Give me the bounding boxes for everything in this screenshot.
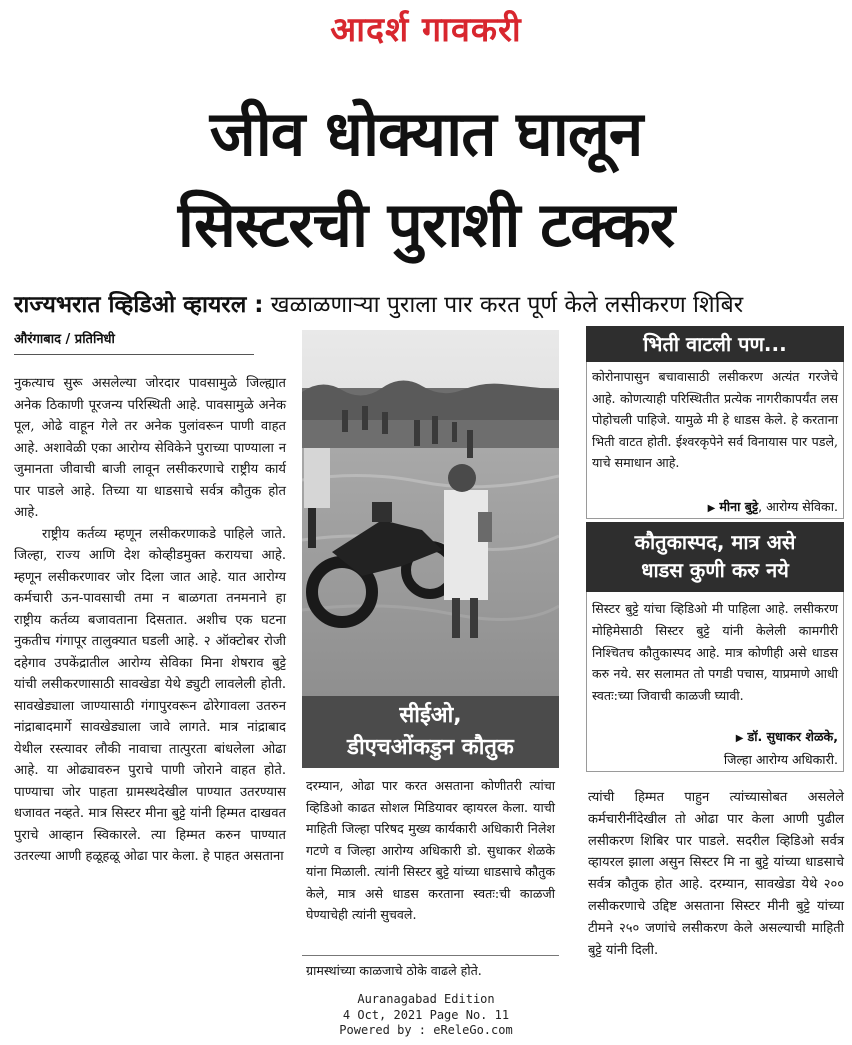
sidebox-1-sign-name: मीना बुट्टे — [719, 499, 759, 514]
photo-caption-line-2: डीएचओंकडुन कौतुक — [347, 735, 514, 760]
photo-caption — [302, 696, 559, 768]
sidebox-1-title: भिती वाटली पण... — [586, 326, 844, 362]
right-story-column — [588, 787, 844, 961]
middle-story-column — [306, 775, 555, 926]
sidebox-2-title-line-2: धाडस कुणी करु नये — [641, 558, 789, 582]
sidebox-2-title-line-1: कौतुकास्पद, मात्र असे — [634, 530, 796, 554]
main-story-para-1: नुकत्याच सुरू असलेल्या जोरदार पावसामुळे जिल्ह्यात अनेक ठिकाणी पूरजन्य परिस्थिती आहे. पावसामुळे अनेक पूल, ओढे वाहून गेले तर अनेक पुलांवरून पाणी वाहत आहे. अशावेळी एका आरोग्य सेविकेने पुराच्या पाण्याला न जुमानता जीवाची बाजी लावून लसीकरणाचे राष्ट्रीय कार्य पार पाडले आहे. तिच्या या धाडसाचे सर्वत्र कौतुक होत आहे. — [14, 376, 286, 520]
strapline-rest: खळाळणाऱ्या पुराला पार करत पूर्ण केले लसीकरण शिबिर — [263, 292, 744, 318]
pointer-triangle-icon: ▶ — [735, 733, 744, 744]
strapline — [14, 288, 844, 322]
sidebox-2-sign-name: डॉ. सुधाकर शेळके, — [747, 729, 838, 744]
footer-edition: Auranagabad Edition — [357, 992, 495, 1006]
headline-line-2: सिस्टरची पुराशी टक्कर — [177, 188, 675, 261]
main-story-column — [14, 373, 286, 868]
flood-crossing-photo — [302, 330, 559, 696]
news-photo — [302, 330, 559, 696]
sidebox-2-body: सिस्टर बुट्टे यांचा व्हिडिओ मी पाहिला आहे. लसीकरण मोहिमेसाठी सिस्टर बुट्टे यांनी केलेली कामगीरी निश्चितच कौतुकास्पद आहे. मात्र कोणीही असे धाडस करु नये. सर सलामत तो पगडी पचास, याप्रमाणे आधी स्वतः:च्या जिवाची काळजी घ्यावी. — [592, 601, 838, 704]
footer-powered-by: Powered by : eReleGo.com — [339, 1023, 513, 1037]
masthead-logo: आदर्श गावकरी — [330, 10, 522, 50]
sidebox-2-sign-role: जिल्हा आरोग्य अधिकारी. — [723, 752, 838, 767]
byline: औरंगाबाद / प्रतिनिधी — [14, 332, 115, 347]
sidebox-1-sign-role: , आरोग्य सेविका. — [758, 499, 838, 514]
middle-story-continuation-text: ग्रामस्थांच्या काळजाचे ठोके वाढले होते. — [306, 963, 482, 978]
edition-footer — [0, 992, 852, 1039]
footer-date-page: 4 Oct, 2021 Page No. 11 — [342, 1007, 510, 1022]
byline-rule — [14, 354, 254, 355]
sidebox-2-signature — [592, 726, 838, 770]
strapline-bold: राज्यभरात व्हिडिओ व्हायरल : — [14, 292, 264, 318]
headline-line-1: जीव धोक्यात घालून — [209, 97, 643, 170]
middle-story-continuation — [306, 960, 555, 982]
main-story-para-2: राष्ट्रीय कर्तव्य म्हणून लसीकरणाकडे पाहिले जाते. जिल्हा, राज्य आणि देश कोव्हीडमुक्त करायचा आहे. म्हणून लसीकरणावर जोर दिला जात आहे. यात आरोग्य कर्मचारी ऊन-पावसाची तमा न बाळगता तनमनाने हा राष्ट्रीय कर्तव्य बजावताना दिसतात. अशीच एक घटना नुकतीच गंगापूर तालुक्यात घडली आहे. २ ऑक्टोबर रोजी दहेगाव उपकेंद्रातील आरोग्य सेविका मिना शेषराव बुट्टे यांची लसीकरणासाठी सावखेडा येथे ड्युटी लावलेली होती. सावखेड्याला जाण्यासाठी गंगापुरवरून ढोरेगावला उतरुन नांद्राबादमार्गे सावखेड्याला जावे लागते. मात्र नांद्राबाद येथील रस्त्यावर लौकी नावाचा तात्पुरता बांधलेला ओढा आहे. या ओढ्यावरुन पुराचे पाणी जोराने वाहत होते. पाण्याचा जोर पाहता ग्रामस्थदेखील पाण्यात उतरण्यास धजावत नव्हते. मात्र सिस्टर मीना बुट्टे यांनी हिम्मत दाखवत पुराचे आव्हान स्विकारले. त्या हिम्मत करुन पाण्यात उतरल्या आणी हळूहळू ओढा पार केला. हे पाहत असताना — [14, 526, 286, 864]
sidebox-2-title — [586, 522, 844, 592]
photo-caption-line-1: सीईओ, — [399, 703, 462, 728]
column-rule — [302, 955, 559, 956]
pointer-triangle-icon: ▶ — [707, 503, 716, 514]
right-story-para: त्यांची हिम्मत पाहुन त्यांच्यासोबत असलेले कर्मचारीनींदेखील तो ओढा पार केला आणी पुढील लसीकरण शिबिर पार पाडले. सदरील व्हिडिओ सर्वत्र व्हायरल झाला असुन सिस्टर मि ना बुट्टे यांच्या धाडसाचे सर्वत्र कौतुक होत आहे. दरम्यान, सावखेडा येथे २०० लसीकरणाचे उद्दिष्ट असताना सिस्टर मीनी बुट्टे यांच्या टीमने २५० जणांचे लसीकरण केले असल्याची माहिती बुट्टे यांनी दिली. — [588, 790, 844, 958]
middle-story-para: दरम्यान, ओढा पार करत असताना कोणीतरी त्यांचा व्हिडिओ काढत सोशल मिडियावर व्हायरल केला. याची माहिती जिल्हा परिषद मुख्य कार्यकारी अधिकारी निलेश गटणे व जिल्हा आरोग्य अधिकारी डो. सुधाकर शेळके यांना मिळाली. त्यांनी सिस्टर बुट्टे यांच्या धाडसाचे कौतुक केले, मात्र असे धाडस करताना स्वतः:ची काळजी घेण्याचेही त्यांनी सुचवले. — [306, 778, 555, 922]
sidebox-1-signature — [592, 496, 838, 519]
sidebox-1-body: कोरोनापासुन बचावासाठी लसीकरण अत्यंत गरजेचे आहे. कोणत्याही परिस्थितीत प्रत्येक नागरीकापर्यंत लस पोहोचली पाहिजे. यामुळे मी हे धाडस केले. हे करताना भिती वाटत होती. ईश्वरकृपेने सर्व विनायास पार पडले, याचे समाधान आहे. — [592, 369, 838, 470]
